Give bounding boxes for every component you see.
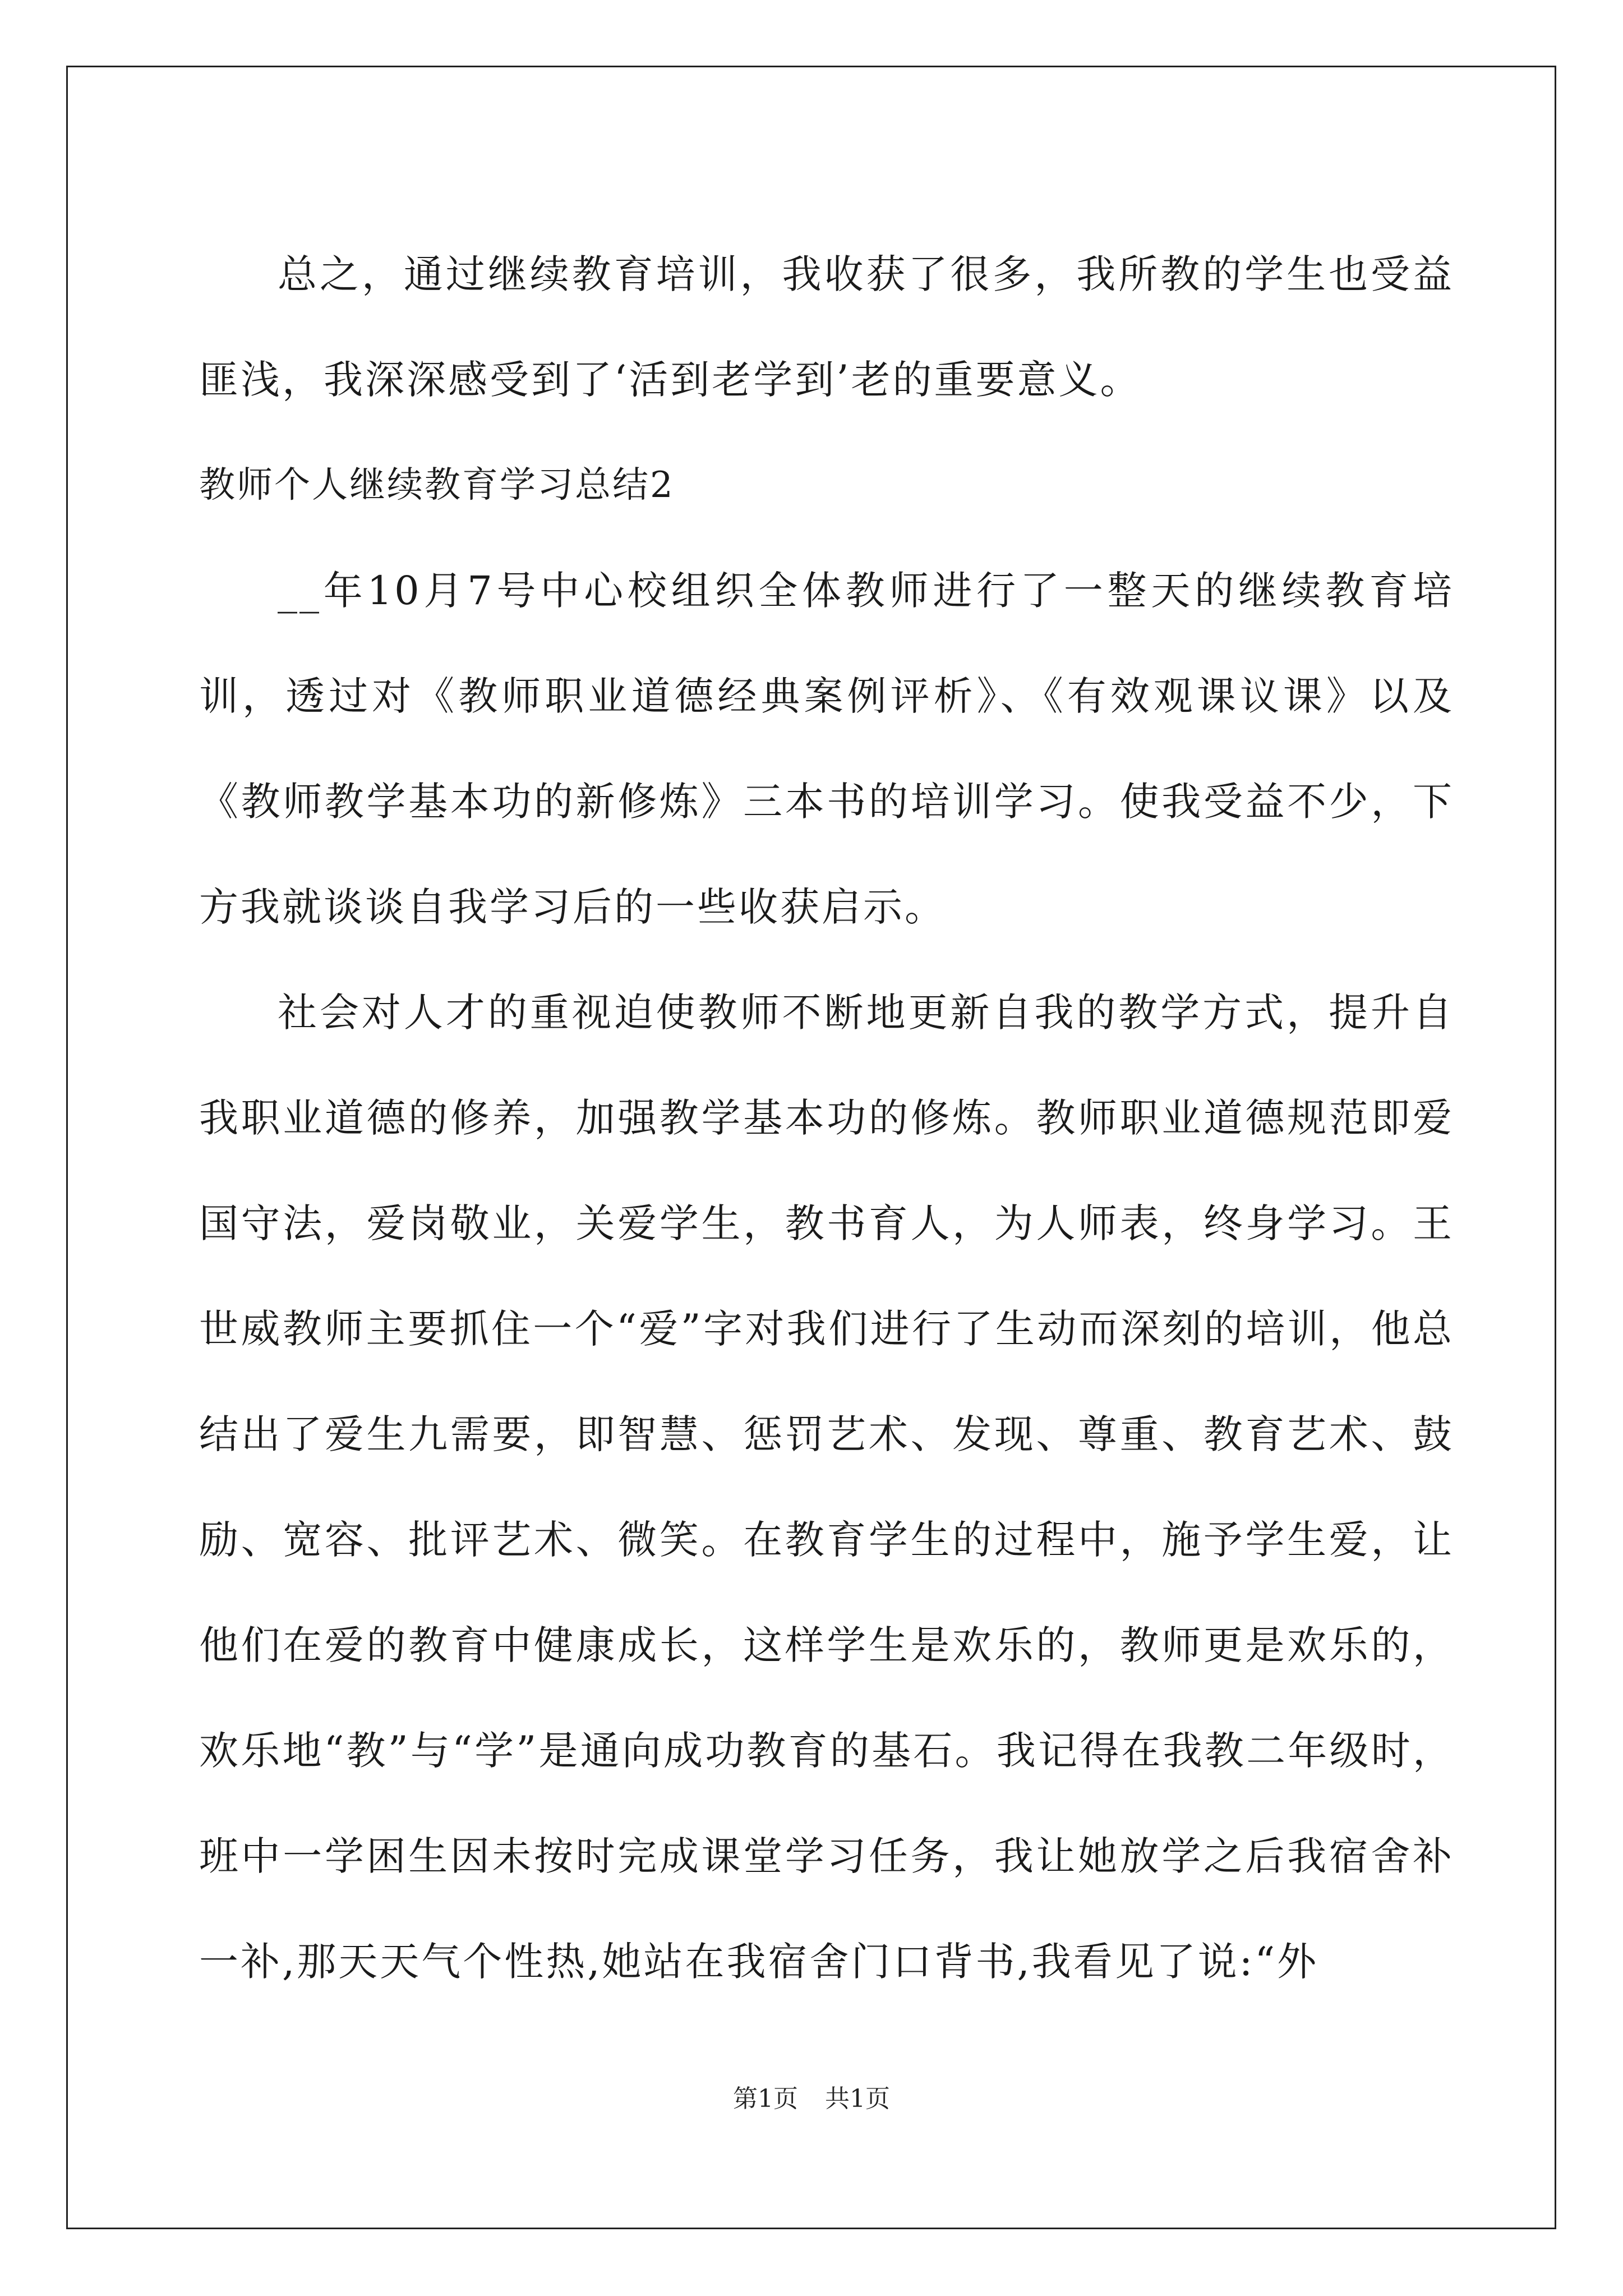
- paragraph-conclusion: 总之，通过继续教育培训，我收获了很多，我所教的学生也受益匪浅，我深深感受到了‘活到老学到’老的重要意义。: [199, 251, 1454, 403]
- document-body: [199, 222, 1454, 2014]
- section-heading: 教师个人继续教育学习总结2: [199, 464, 675, 506]
- page-total: 共1页: [825, 2085, 890, 2113]
- paragraph-training-intro: __年10月7号中心校组织全体教师进行了一整天的继续教育培训，透过对《教师职业道德经典案例评析》、《有效观课议课》以及《教师教学基本功的新修炼》三本书的培训学习。使我受益不少，下方我就谈谈自我学习后的一些收获启示。: [199, 568, 1454, 930]
- paragraph-teacher-ethics: 社会对人才的重视迫使教师不断地更新自我的教学方式，提升自我职业道德的修养，加强教学基本功的修炼。教师职业道德规范即爱国守法，爱岗敬业，关爱学生，教书育人，为人师表，终身学习。王世威教师主要抓住一个“爱”字对我们进行了生动而深刻的培训，他总结出了爱生九需要，即智慧、惩罚艺术、发现、尊重、教育艺术、鼓励、宽容、批评艺术、微笑。在教育学生的过程中，施予学生爱，让他们在爱的教育中健康成长，这样学生是欢乐的，教师更是欢乐的，欢乐地“教”与“学”是通向成功教育的基石。我记得在我教二年级时，班中一学困生因未按时完成课堂学习任务，我让她放学之后我宿舍补一补,那天天气个性热,她站在我宿舍门口背书,我看见了说:“外: [199, 990, 1454, 1985]
- page-number: 第1页: [733, 2085, 798, 2113]
- page-footer: [0, 2078, 1623, 2114]
